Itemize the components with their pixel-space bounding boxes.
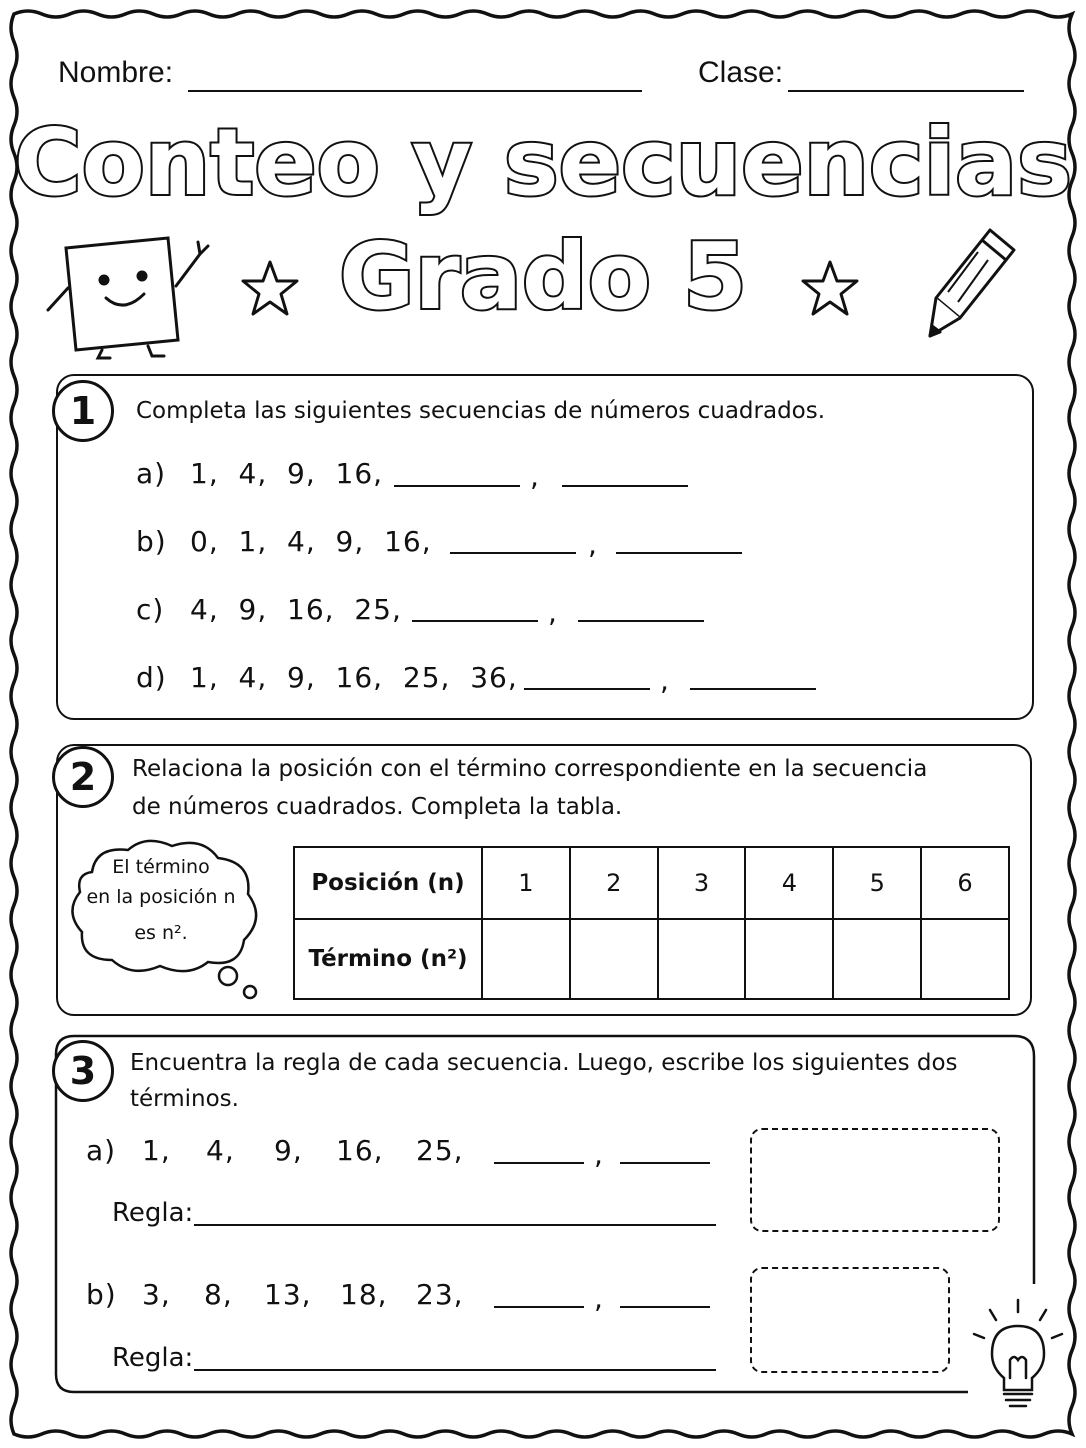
comma: , <box>530 460 539 493</box>
s1-sequence-b: 0, 1, 4, 9, 16, <box>190 525 432 558</box>
section-2-instruction-line2: de números cuadrados. Completa la tabla. <box>132 794 623 820</box>
s1-blank-a1[interactable] <box>394 485 520 487</box>
table-position-cell: 4 <box>745 847 833 919</box>
s3-term: 9, <box>274 1134 303 1167</box>
s3-term: 4, <box>206 1134 235 1167</box>
s3-label-a: a) <box>86 1134 117 1167</box>
s1-sequence-c: 4, 9, 16, 25, <box>190 593 402 626</box>
table-position-cell: 1 <box>482 847 570 919</box>
s3-term: 3, <box>142 1278 171 1311</box>
lightbulb-icon <box>968 1298 1064 1418</box>
s3-term: 1, <box>142 1134 171 1167</box>
table-term-cell[interactable] <box>833 919 921 999</box>
table-position-cell: 3 <box>658 847 746 919</box>
rule-label-a: Regla: <box>112 1198 194 1228</box>
s3-blank-b1[interactable] <box>494 1306 584 1308</box>
table-position-cell: 6 <box>921 847 1009 919</box>
comma: , <box>660 664 669 697</box>
answer-box-a[interactable] <box>750 1128 1000 1232</box>
page-subtitle: Grado 5 <box>338 223 748 330</box>
comma: , <box>594 1282 603 1315</box>
name-label: Nombre: <box>58 56 174 89</box>
s1-sequence-a: 1, 4, 9, 16, <box>190 457 384 490</box>
table-term-cell[interactable] <box>921 919 1009 999</box>
s3-term: 16, <box>336 1134 384 1167</box>
answer-box-b[interactable] <box>750 1267 950 1373</box>
table-header-position: Posición (n) <box>294 847 482 919</box>
class-label: Clase: <box>698 56 784 89</box>
s3-blank-a2[interactable] <box>620 1162 710 1164</box>
name-line[interactable] <box>188 90 642 92</box>
s1-sequence-d: 1, 4, 9, 16, 25, 36, <box>190 661 518 694</box>
s3-term: 13, <box>264 1278 312 1311</box>
star-icon <box>238 258 302 320</box>
s3-term: 18, <box>340 1278 388 1311</box>
hint-line-1: El término <box>112 856 210 878</box>
section-1-instruction: Completa las siguientes secuencias de números cuadrados. <box>136 398 826 424</box>
s1-blank-b2[interactable] <box>616 552 742 554</box>
section-3-instruction-line1: Encuentra la regla de cada secuencia. Luego, escribe los siguientes dos <box>130 1050 958 1076</box>
star-icon <box>798 258 862 320</box>
s1-label-d: d) <box>136 661 167 694</box>
rule-label-b: Regla: <box>112 1343 194 1373</box>
hint-line-3: es n². <box>134 922 188 944</box>
s1-blank-d2[interactable] <box>690 688 816 690</box>
s1-blank-c2[interactable] <box>578 620 704 622</box>
s3-term: 8, <box>204 1278 233 1311</box>
s1-label-b: b) <box>136 525 167 558</box>
s1-blank-c1[interactable] <box>412 620 538 622</box>
s3-label-b: b) <box>86 1278 117 1311</box>
rule-line-a[interactable] <box>194 1224 716 1226</box>
section-3-instruction-line2: términos. <box>130 1086 239 1112</box>
s3-blank-a1[interactable] <box>494 1162 584 1164</box>
table-header-term: Término (n²) <box>294 919 482 999</box>
rule-line-b[interactable] <box>194 1369 716 1371</box>
s1-label-c: c) <box>136 593 165 626</box>
page-title: Conteo y secuencias <box>14 109 1072 216</box>
comma: , <box>594 1138 603 1171</box>
section-1-number: 1 <box>52 380 114 442</box>
square-character-icon <box>40 228 220 368</box>
section-3-number: 3 <box>52 1040 114 1102</box>
table-term-cell[interactable] <box>570 919 658 999</box>
table-term-cell[interactable] <box>745 919 833 999</box>
s3-blank-b2[interactable] <box>620 1306 710 1308</box>
class-line[interactable] <box>788 90 1024 92</box>
s1-blank-b1[interactable] <box>450 552 576 554</box>
s1-blank-a2[interactable] <box>562 485 688 487</box>
table-term-cell[interactable] <box>482 919 570 999</box>
hint-line-2: en la posición n <box>86 886 236 908</box>
table-term-cell[interactable] <box>658 919 746 999</box>
comma: , <box>588 528 597 561</box>
s1-blank-d1[interactable] <box>524 688 650 690</box>
table-position-cell: 5 <box>833 847 921 919</box>
pencil-icon <box>920 222 1030 348</box>
s1-label-a: a) <box>136 457 167 490</box>
position-term-table <box>293 846 1010 1000</box>
section-2-number: 2 <box>52 746 114 808</box>
section-2-instruction-line1: Relaciona la posición con el término correspondiente en la secuencia <box>132 756 928 782</box>
table-position-cell: 2 <box>570 847 658 919</box>
s3-term: 25, <box>416 1134 464 1167</box>
s3-term: 23, <box>416 1278 464 1311</box>
comma: , <box>548 596 557 629</box>
